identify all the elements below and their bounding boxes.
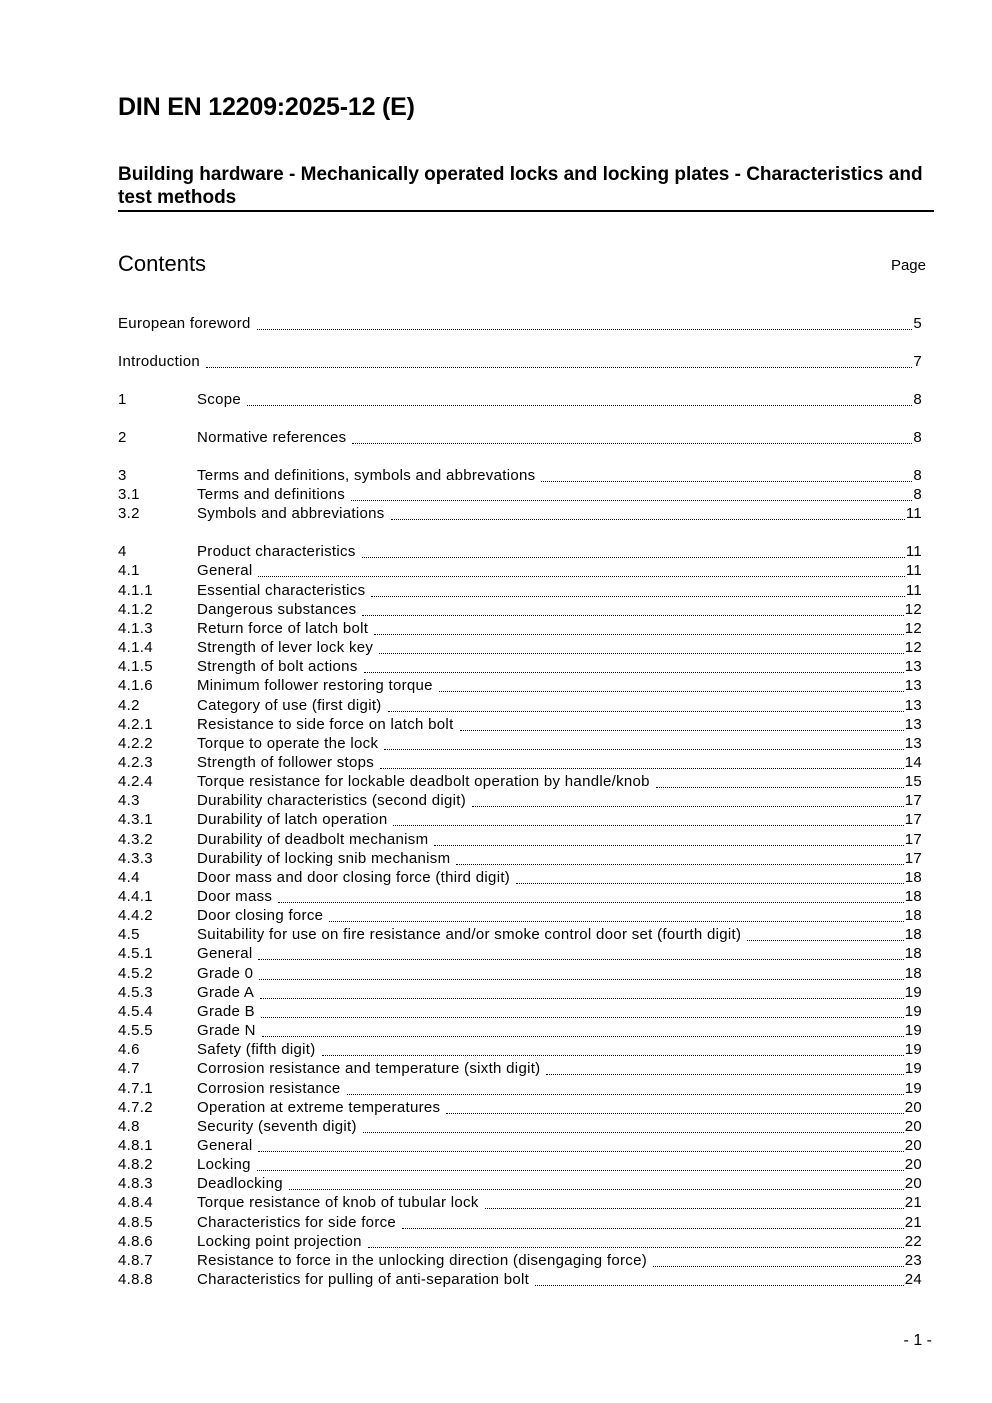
toc-entry[interactable] (118, 965, 922, 984)
toc-entry[interactable] (118, 620, 922, 639)
toc-entry[interactable] (118, 639, 922, 658)
toc-entry-title: Corrosion resistance and temperature (sixth digit) (197, 1060, 541, 1078)
toc-entry[interactable] (118, 811, 922, 830)
toc-entry-number: 4.5.2 (118, 964, 153, 982)
toc-dot-leader (259, 979, 903, 980)
toc-entry-number: 4.2.3 (118, 753, 153, 771)
toc-entry-number: 4.1.2 (118, 600, 153, 618)
toc-entry[interactable] (118, 1194, 922, 1213)
toc-entry-number: 4.1.1 (118, 581, 153, 599)
toc-dot-leader (260, 998, 904, 999)
toc-entry-title: Door mass (197, 888, 273, 905)
toc-entry[interactable] (118, 562, 922, 581)
toc-entry-number: 4.1 (118, 562, 140, 580)
toc-entry-number: 4.8.5 (118, 1213, 153, 1231)
toc-entry[interactable] (118, 831, 922, 850)
toc-entry-number: 4.8.4 (118, 1194, 153, 1212)
toc-entry-page: 17 (904, 830, 922, 848)
toc-dot-leader (368, 1247, 904, 1248)
toc-entry[interactable] (118, 353, 922, 372)
toc-entry-number: 4.8.7 (118, 1251, 153, 1269)
toc-entry-number: 4.1.4 (118, 639, 153, 657)
toc-entry[interactable] (118, 907, 922, 926)
toc-entry-number: 4.8.3 (118, 1175, 153, 1193)
toc-dot-leader (362, 615, 903, 616)
toc-entry-title: Door mass and door closing force (third digit) (197, 868, 511, 886)
toc-entry[interactable] (118, 697, 922, 716)
toc-entry-page: 8 (913, 429, 922, 446)
toc-entry[interactable] (118, 850, 922, 869)
toc-entry-title: Security (seventh digit) (197, 1117, 357, 1135)
toc-entry[interactable] (118, 754, 922, 773)
toc-entry[interactable] (118, 601, 922, 620)
toc-entry[interactable] (118, 467, 922, 486)
toc-entry-number: 4.3.2 (118, 830, 153, 848)
toc-entry-page: 18 (904, 907, 922, 925)
toc-entry-title: Category of use (first digit) (197, 696, 382, 714)
toc-entry-title: Locking point projection (197, 1232, 362, 1250)
toc-entry-page: 8 (913, 391, 922, 408)
toc-entry-number: 4.1.6 (118, 677, 153, 695)
toc-entry-page: 8 (913, 486, 922, 504)
toc-entry-number: 4.1.3 (118, 619, 153, 637)
toc-entry-page: 18 (904, 945, 922, 963)
toc-entry-title: Characteristics for pulling of anti-separation bolt (197, 1271, 530, 1288)
toc-entry-page: 8 (913, 467, 922, 484)
document-title: Building hardware - Mechanically operated locks and locking plates - Characteristics and test methods (118, 164, 923, 208)
toc-entry-page: 12 (904, 600, 922, 618)
toc-entry-number: 4.7 (118, 1060, 140, 1078)
toc-entry[interactable] (118, 1137, 922, 1156)
toc-entry-number: 4.5.3 (118, 983, 153, 1001)
toc-entry[interactable] (118, 582, 922, 601)
toc-dot-leader (388, 711, 904, 712)
toc-entry-title: Durability characteristics (second digit) (197, 792, 467, 810)
toc-dot-leader (393, 825, 903, 826)
toc-entry-number: 4.6 (118, 1041, 140, 1059)
toc-entry-number: 4.5.4 (118, 1002, 153, 1020)
toc-dot-leader (516, 883, 904, 884)
toc-entry-page: 11 (905, 505, 922, 523)
toc-entry-page: 19 (904, 1002, 922, 1020)
toc-dot-leader (257, 1170, 904, 1171)
toc-entry-number: 4.4.1 (118, 888, 153, 905)
toc-entry[interactable] (118, 1175, 922, 1194)
toc-entry-number: 4.3 (118, 792, 140, 810)
toc-entry-number: 4.5.5 (118, 1022, 153, 1040)
toc-entry-title: Introduction (118, 353, 200, 370)
toc-entry-title: Product characteristics (197, 543, 356, 561)
toc-entry-page: 11 (905, 562, 922, 580)
toc-entry-title: Grade B (197, 1002, 255, 1020)
toc-entry-page: 17 (904, 849, 922, 867)
toc-entry-number: 3.2 (118, 505, 140, 523)
toc-entry[interactable] (118, 429, 922, 448)
toc-entry-page: 23 (904, 1251, 922, 1269)
toc-entry[interactable] (118, 391, 922, 410)
toc-entry-title: Minimum follower restoring torque (197, 677, 433, 695)
toc-dot-leader (278, 902, 903, 903)
page-number: - 1 - (903, 1332, 932, 1349)
toc-entry-number: 4.7.1 (118, 1079, 153, 1097)
toc-entry-number: 4.3.1 (118, 811, 153, 829)
toc-entry-number: 4.2.1 (118, 715, 153, 733)
toc-entry-page: 5 (913, 315, 922, 332)
toc-entry-page: 19 (904, 1022, 922, 1040)
document-number: DIN EN 12209:2025-12 (E) (118, 93, 415, 121)
toc-entry-title: Safety (fifth digit) (197, 1041, 316, 1059)
toc-entry-title: Symbols and abbreviations (197, 505, 385, 523)
toc-dot-leader (446, 1113, 903, 1114)
toc-entry-number: 4.3.3 (118, 849, 153, 867)
toc-entry-number: 4.2.2 (118, 734, 153, 752)
toc-entry-title: Durability of latch operation (197, 811, 388, 829)
toc-entry-number: 4.5 (118, 926, 140, 944)
toc-dot-leader (363, 1132, 904, 1133)
toc-entry-number: 4.4.2 (118, 907, 153, 925)
toc-entry-title: Essential characteristics (197, 581, 366, 599)
toc-dot-leader (364, 672, 904, 673)
toc-entry[interactable] (118, 792, 922, 811)
toc-entry[interactable] (118, 1060, 922, 1079)
toc-entry-title: Torque resistance of knob of tubular lock (197, 1194, 479, 1212)
toc-entry-title: Durability of locking snib mechanism (197, 849, 451, 867)
toc-entry-page: 20 (904, 1156, 922, 1174)
toc-entry[interactable] (118, 1233, 922, 1252)
toc-entry[interactable] (118, 926, 922, 945)
toc-entry-title: Torque to operate the lock (197, 734, 379, 752)
toc-entry-title: General (197, 945, 253, 963)
toc-entry-title: Resistance to force in the unlocking direction (disengaging force) (197, 1251, 648, 1269)
toc-entry-title: European foreword (118, 315, 251, 332)
toc-entry-number: 4.2 (118, 696, 140, 714)
toc-entry-number: 4.5.1 (118, 945, 153, 963)
toc-entry[interactable] (118, 315, 922, 334)
toc-entry-page: 13 (904, 734, 922, 752)
toc-dot-leader (485, 1208, 904, 1209)
toc-dot-leader (247, 405, 912, 406)
toc-entry-title: Return force of latch bolt (197, 619, 369, 637)
toc-entry[interactable] (118, 1022, 922, 1041)
toc-entry[interactable] (118, 1271, 922, 1290)
toc-entry-title: Durability of deadbolt mechanism (197, 830, 429, 848)
toc-entry-page: 11 (905, 543, 922, 561)
toc-entry-number: 4.8.6 (118, 1232, 153, 1250)
toc-dot-leader (439, 691, 904, 692)
toc-dot-leader (258, 1151, 903, 1152)
toc-entry-number: 1 (118, 391, 127, 408)
toc-entry[interactable] (118, 888, 922, 907)
toc-entry-page: 19 (904, 983, 922, 1001)
toc-entry-page: 17 (904, 792, 922, 810)
toc-entry-title: Grade 0 (197, 964, 254, 982)
toc-dot-leader (391, 519, 905, 520)
toc-entry[interactable] (118, 773, 922, 792)
toc-entry-page: 7 (913, 353, 922, 370)
toc-entry[interactable] (118, 1003, 922, 1022)
toc-entry[interactable] (118, 543, 922, 562)
toc-dot-leader (747, 940, 903, 941)
toc-entry-title: General (197, 562, 253, 580)
toc-entry-page: 18 (904, 868, 922, 886)
toc-entry-page: 20 (904, 1117, 922, 1135)
toc-entry-title: Suitability for use on fire resistance and/or smoke control door set (fourth digit) (197, 926, 742, 944)
toc-dot-leader (258, 959, 903, 960)
toc-dot-leader (289, 1189, 904, 1190)
toc-entry-page: 11 (905, 581, 922, 599)
toc-entry-title: Strength of lever lock key (197, 639, 374, 657)
toc-entry-number: 2 (118, 429, 127, 446)
toc-entry-page: 21 (904, 1194, 922, 1212)
toc-entry[interactable] (118, 486, 922, 505)
toc-entry-page: 22 (904, 1232, 922, 1250)
toc-entry-number: 4.8.1 (118, 1136, 153, 1154)
toc-dot-leader (656, 787, 904, 788)
toc-entry-number: 4.1.5 (118, 658, 153, 676)
toc-entry[interactable] (118, 505, 922, 524)
toc-entry-title: Dangerous substances (197, 600, 357, 618)
toc-dot-leader (206, 367, 912, 368)
toc-dot-leader (261, 1017, 904, 1018)
toc-dot-leader (384, 749, 903, 750)
toc-dot-leader (456, 864, 903, 865)
toc-dot-leader (362, 557, 905, 558)
toc-entry[interactable] (118, 677, 922, 696)
toc-entry-title: Terms and definitions (197, 486, 346, 504)
toc-dot-leader (653, 1266, 904, 1267)
toc-entry-title: Strength of follower stops (197, 753, 375, 771)
toc-entry-page: 20 (904, 1098, 922, 1116)
toc-entry-page: 17 (904, 811, 922, 829)
page-column-label: Page (890, 257, 926, 274)
toc-entry[interactable] (118, 716, 922, 735)
toc-entry-number: 4 (118, 543, 127, 561)
toc-dot-leader (379, 653, 903, 654)
toc-dot-leader (541, 481, 912, 482)
toc-entry-page: 13 (904, 658, 922, 676)
toc-entry[interactable] (118, 1118, 922, 1137)
toc-dot-leader (352, 443, 912, 444)
title-rule (118, 210, 934, 212)
toc-dot-leader (546, 1074, 903, 1075)
toc-dot-leader (380, 768, 904, 769)
toc-dot-leader (322, 1055, 904, 1056)
toc-dot-leader (262, 1036, 904, 1037)
toc-entry-page: 21 (904, 1213, 922, 1231)
toc-dot-leader (374, 634, 903, 635)
toc-entry-title: Grade N (197, 1022, 256, 1040)
toc-dot-leader (371, 596, 904, 597)
toc-entry[interactable] (118, 945, 922, 964)
toc-entry[interactable] (118, 658, 922, 677)
toc-entry-page: 12 (904, 639, 922, 657)
toc-dot-leader (257, 329, 913, 330)
toc-dot-leader (402, 1228, 904, 1229)
toc-entry-number: 4.7.2 (118, 1098, 153, 1116)
toc-dot-leader (258, 576, 904, 577)
toc-entry-page: 18 (904, 964, 922, 982)
toc-entry-title: Scope (197, 391, 242, 408)
toc-entry-page: 13 (904, 696, 922, 714)
toc-dot-leader (460, 730, 904, 731)
toc-dot-leader (351, 500, 912, 501)
toc-entry-page: 18 (904, 926, 922, 944)
toc-entry-title: Operation at extreme temperatures (197, 1098, 441, 1116)
toc-dot-leader (434, 845, 903, 846)
toc-entry-page: 13 (904, 677, 922, 695)
toc-entry[interactable] (118, 735, 922, 754)
toc-entry-number: 3 (118, 467, 127, 484)
toc-entry-title: Deadlocking (197, 1175, 283, 1193)
toc-entry-page: 12 (904, 619, 922, 637)
toc-entry[interactable] (118, 984, 922, 1003)
toc-entry-page: 19 (904, 1079, 922, 1097)
toc-entry-number: 4.8.8 (118, 1271, 153, 1288)
toc-entry-title: Strength of bolt actions (197, 658, 358, 676)
toc-entry[interactable] (118, 1080, 922, 1099)
toc-dot-leader (329, 921, 903, 922)
toc-entry-page: 18 (904, 888, 922, 905)
toc-entry-title: Door closing force (197, 907, 324, 925)
toc-entry-title: Torque resistance for lockable deadbolt operation by handle/knob (197, 773, 650, 791)
toc-entry-title: Normative references (197, 429, 347, 446)
toc-entry-title: General (197, 1136, 253, 1154)
toc-entry-page: 13 (904, 715, 922, 733)
toc-entry-number: 4.8.2 (118, 1156, 153, 1174)
toc-entry-page: 15 (904, 773, 922, 791)
toc-entry[interactable] (118, 1214, 922, 1233)
toc-dot-leader (535, 1285, 904, 1286)
toc-entry-number: 4.2.4 (118, 773, 153, 791)
toc-entry-number: 4.8 (118, 1117, 140, 1135)
toc-entry[interactable] (118, 1252, 922, 1271)
toc-entry-number: 4.4 (118, 868, 140, 886)
toc-dot-leader (347, 1094, 904, 1095)
toc-entry[interactable] (118, 1156, 922, 1175)
toc-entry[interactable] (118, 1041, 922, 1060)
toc-entry-page: 20 (904, 1175, 922, 1193)
toc-entry-number: 3.1 (118, 486, 140, 504)
toc-entry-title: Characteristics for side force (197, 1213, 397, 1231)
toc-entry-page: 14 (904, 753, 922, 771)
toc-entry-title: Corrosion resistance (197, 1079, 341, 1097)
toc-entry-title: Terms and definitions, symbols and abbrevations (197, 467, 536, 484)
contents-heading: Contents (118, 251, 207, 276)
toc-entry-title: Resistance to side force on latch bolt (197, 715, 454, 733)
toc-entry-page: 20 (904, 1136, 922, 1154)
toc-dot-leader (472, 806, 904, 807)
toc-entry-page: 24 (904, 1271, 922, 1288)
toc-entry-page: 19 (904, 1060, 922, 1078)
toc-entry[interactable] (118, 869, 922, 888)
toc-entry-page: 19 (904, 1041, 922, 1059)
toc-entry-title: Locking (197, 1156, 251, 1174)
toc-entry-title: Grade A (197, 983, 255, 1001)
toc-entry[interactable] (118, 1099, 922, 1118)
